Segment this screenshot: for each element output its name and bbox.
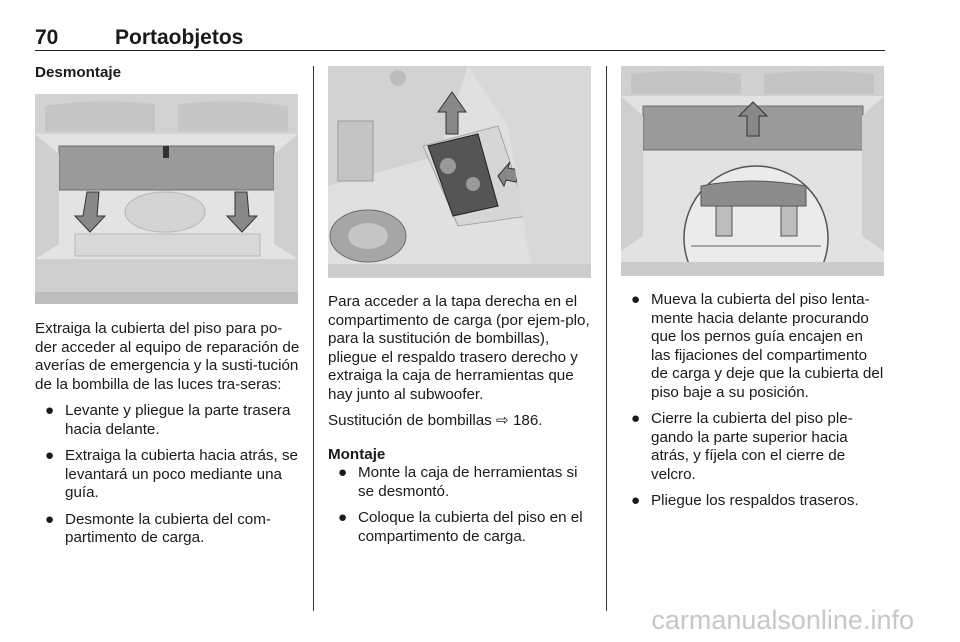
bullet-icon: ● [631, 410, 641, 427]
bullet-icon: ● [631, 492, 641, 509]
bullet-icon: ● [631, 291, 641, 308]
column-divider-1 [313, 66, 314, 611]
bullet-icon: ● [338, 464, 348, 481]
page-header [35, 26, 885, 50]
column-2-text [328, 293, 593, 546]
illustration-floor-cover-removal [35, 94, 298, 304]
list-item: ● Pliegue los respaldos traseros. [631, 492, 859, 509]
column-3-text [621, 285, 886, 511]
illustration-tool-box [328, 66, 591, 278]
list-item: ● Levante y pliegue la parte trasera hacia delante. [45, 402, 291, 438]
section-heading-desmontaje: Desmontaje [35, 64, 122, 81]
bulb-replacement-reference: Sustitución de bombillas ⇨ 186. [328, 412, 543, 429]
list-item: ● Desmonte la cubierta del com-partimento de carga. [45, 510, 271, 546]
column-1-text [35, 320, 300, 548]
column-1 [35, 64, 300, 83]
bullet-icon: ● [338, 509, 348, 526]
column-divider-2 [606, 66, 607, 611]
install-steps-list-continued [621, 291, 886, 511]
list-item: ● Extraiga la cubierta hacia atrás, se levantará un poco mediante una guía. [45, 447, 298, 501]
page-title: Portaobjetos [115, 26, 244, 49]
bullet-icon: ● [45, 447, 55, 464]
removal-steps-list [35, 402, 300, 548]
bullet-icon: ● [45, 510, 55, 528]
bullet-icon: ● [45, 402, 55, 419]
watermark: carmanualsonline.info [651, 605, 914, 635]
install-steps-list [328, 464, 593, 546]
section-heading-montaje: Montaje [328, 445, 386, 463]
list-item: ● Cierre la cubierta del piso ple-gando la parte superior hacia atrás, y fíjela con el cierre de velcro. [631, 410, 853, 483]
page-number: 70 [35, 26, 59, 49]
list-item: ● Coloque la cubierta del piso en el compartimento de carga. [338, 509, 583, 545]
list-item: ● Mueva la cubierta del piso lenta-mente hacia delante procurando que los pernos guía encajen en las fijaciones del compartimento de carga y deje que la cubierta del piso baje a su posición. [631, 291, 884, 401]
illustration-floor-cover-install [621, 66, 884, 276]
access-paragraph: Para acceder a la tapa derecha en el compartimento de carga (por ejem-plo, para la sustitución de bombillas), pliegue el respaldo trasero derecho y extraiga la caja de herramientas que hay junto al subwoofer. [328, 293, 590, 403]
header-rule [35, 50, 885, 51]
list-item: ● Monte la caja de herramientas si se desmontó. [338, 464, 578, 500]
intro-paragraph: Extraiga la cubierta del piso para po-der acceder al equipo de reparación de averías de emergencia y la susti-tución de la bombilla de las luces tra-seras: [35, 320, 300, 393]
